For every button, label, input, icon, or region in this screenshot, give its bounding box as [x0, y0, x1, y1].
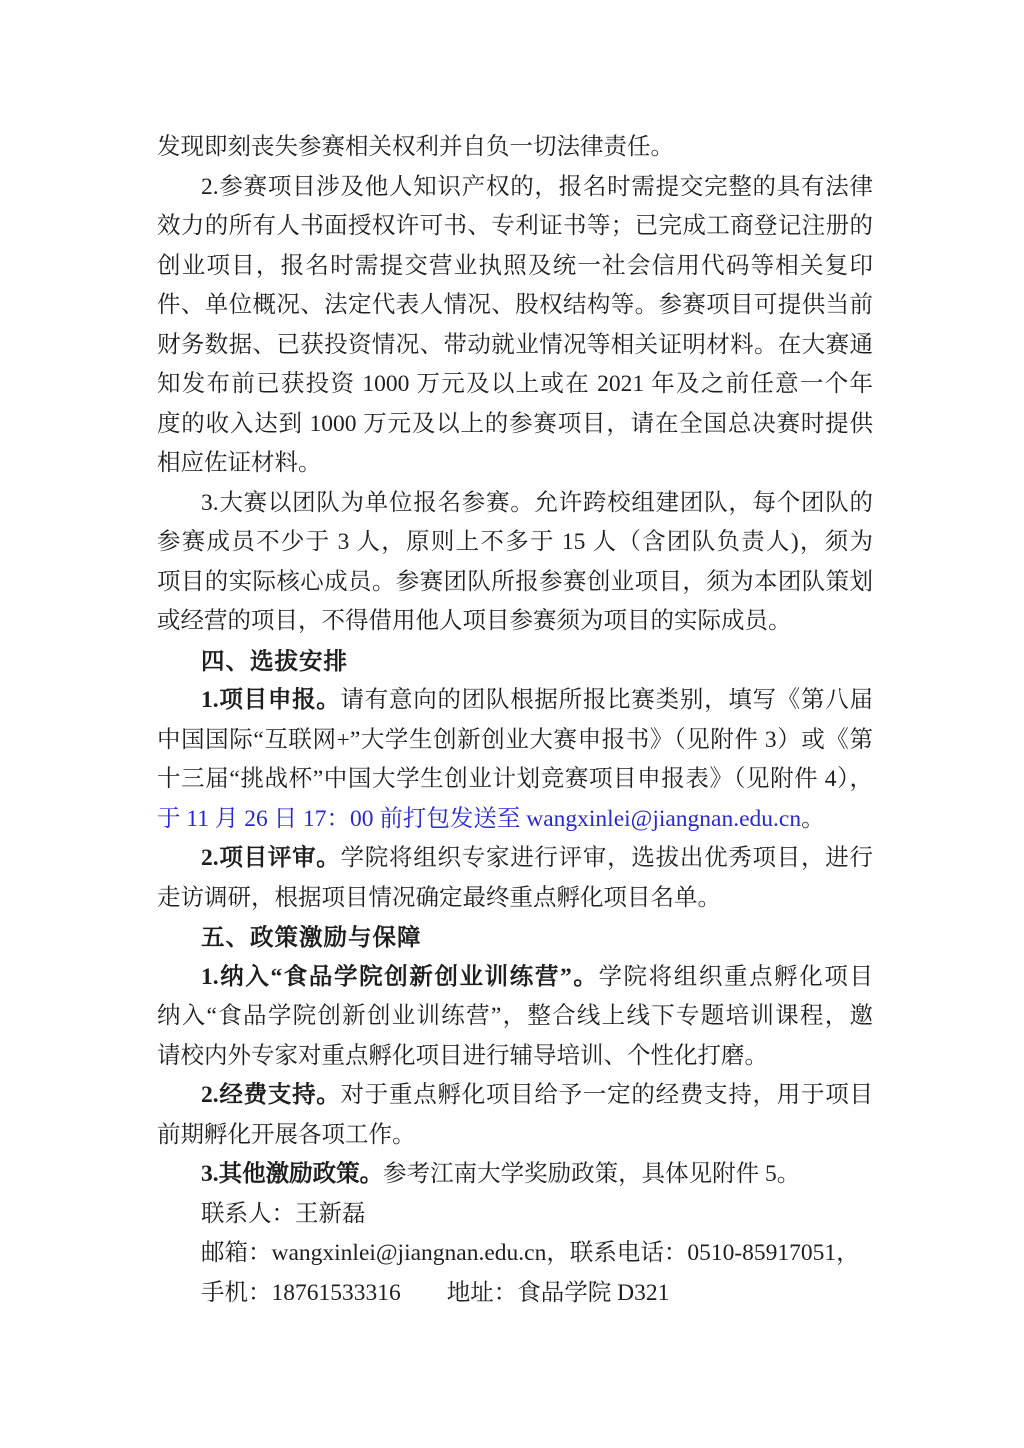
body-text: 度的收入达到 1000 万元及以上的参赛项目，请在全国总决赛时提供 [157, 410, 873, 437]
text-line [157, 563, 873, 603]
body-text: 3.大赛以团队为单位报名参赛。允许跨校组建团队，每个团队的 [201, 489, 873, 516]
body-text: 件、单位概况、法定代表人情况、股权结构等。参赛项目可提供当前 [157, 292, 873, 318]
body-text: 发现即刻丧失参赛相关权利并自负一切法律责任。 [157, 134, 674, 160]
text-line [157, 405, 873, 445]
text-line [157, 1076, 873, 1116]
text-line [157, 286, 873, 326]
body-text: 学院将组织专家进行评审，选拔出优秀项目，进行 [340, 845, 873, 871]
text-line [157, 879, 873, 919]
text-line [157, 602, 873, 642]
heading-text: 四、选拔安排 [201, 647, 348, 674]
body-text: 十三届“挑战杯”中国大学生创业计划竞赛项目申报表》（见附件 4）， [157, 766, 873, 792]
body-text: 相应佐证材料。 [157, 450, 322, 476]
text-line [157, 444, 873, 484]
text-line [157, 997, 873, 1037]
text-line [157, 168, 873, 208]
body-text: 项目的实际核心成员。参赛团队所报参赛创业项目，须为本团队策划 [157, 568, 873, 595]
body-text: 。 [801, 805, 825, 832]
body-text: 地址：食品学院 D321 [446, 1279, 670, 1306]
heading-text: 五、政策激励与保障 [201, 924, 422, 950]
text-line [157, 326, 873, 366]
contact-email-line [157, 1234, 873, 1274]
body-text: 2.参赛项目涉及他人知识产权的，报名时需提交完整的具有法律 [201, 173, 873, 200]
bold-label-project-application: 1.项目申报。 [201, 687, 341, 713]
body-text: 走访调研，根据项目情况确定最终重点孵化项目名单。 [157, 884, 721, 911]
deadline-line [157, 800, 873, 840]
bold-label-funding-support: 2.经费支持。 [201, 1082, 341, 1108]
text-line [157, 1037, 873, 1077]
bold-label-other-incentives: 3.其他激励政策。 [201, 1161, 384, 1187]
text-line [157, 128, 873, 168]
body-text: 前期孵化开展各项工作。 [157, 1121, 416, 1148]
text-line [157, 721, 873, 761]
bold-label-training-camp: 1.纳入“食品学院创新创业训练营”。 [201, 963, 599, 990]
body-text: 参考江南大学奖励政策，具体见附件 5。 [383, 1161, 801, 1187]
document-body [157, 128, 873, 1313]
bold-label-project-review: 2.项目评审。 [201, 845, 341, 871]
body-text: 请校内外专家对重点孵化项目进行辅导培训、个性化打磨。 [157, 1042, 768, 1069]
text-line [157, 207, 873, 247]
body-text: 效力的所有人书面授权许可书、专利证书等；已完成工商登记注册的 [157, 213, 873, 239]
contact-phone-line [157, 1274, 873, 1314]
text-line [157, 760, 873, 800]
email-link[interactable]: 于 11 月 26 日 17：00 前打包发送至 wangxinlei@jiangnan.edu.cn [157, 805, 802, 832]
text-line [157, 365, 873, 405]
section-heading-selection [157, 642, 873, 682]
body-text: 请有意向的团队根据所报比赛类别，填写《第八届 [340, 687, 873, 713]
body-text: 参赛成员不少于 3 人，原则上不多于 15 人（含团队负责人)，须为 [157, 529, 873, 555]
body-text: 学院将组织重点孵化项目 [598, 963, 873, 990]
body-text: 邮箱：wangxinlei@jiangnan.edu.cn，联系电话：0510-85917051， [201, 1240, 860, 1266]
text-line [157, 247, 873, 287]
text-line [157, 523, 873, 563]
contact-person-line [157, 1195, 873, 1235]
text-line [157, 681, 873, 721]
text-line [157, 484, 873, 524]
body-text: 或经营的项目，不得借用他人项目参赛须为项目的实际成员。 [157, 608, 792, 634]
text-line [157, 1155, 873, 1195]
body-text: 纳入“食品学院创新创业训练营”，整合线上线下专题培训课程，邀 [157, 1003, 873, 1029]
text-line [157, 958, 873, 998]
body-text: 中国国际“互联网+”大学生创新创业大赛申报书》（见附件 3）或《第 [157, 726, 873, 753]
body-text: 手机：18761533316 [201, 1279, 401, 1306]
body-text: 对于重点孵化项目给予一定的经费支持，用于项目 [340, 1082, 873, 1108]
section-heading-policy [157, 918, 873, 958]
body-text: 联系人：王新磊 [201, 1200, 366, 1227]
body-text: 知发布前已获投资 1000 万元及以上或在 2021 年及之前任意一个年 [157, 371, 873, 397]
text-line [157, 1116, 873, 1156]
body-text: 财务数据、已获投资情况、带动就业情况等相关证明材料。在大赛通 [157, 331, 873, 358]
body-text: 创业项目，报名时需提交营业执照及统一社会信用代码等相关复印 [157, 252, 873, 279]
text-line [157, 839, 873, 879]
